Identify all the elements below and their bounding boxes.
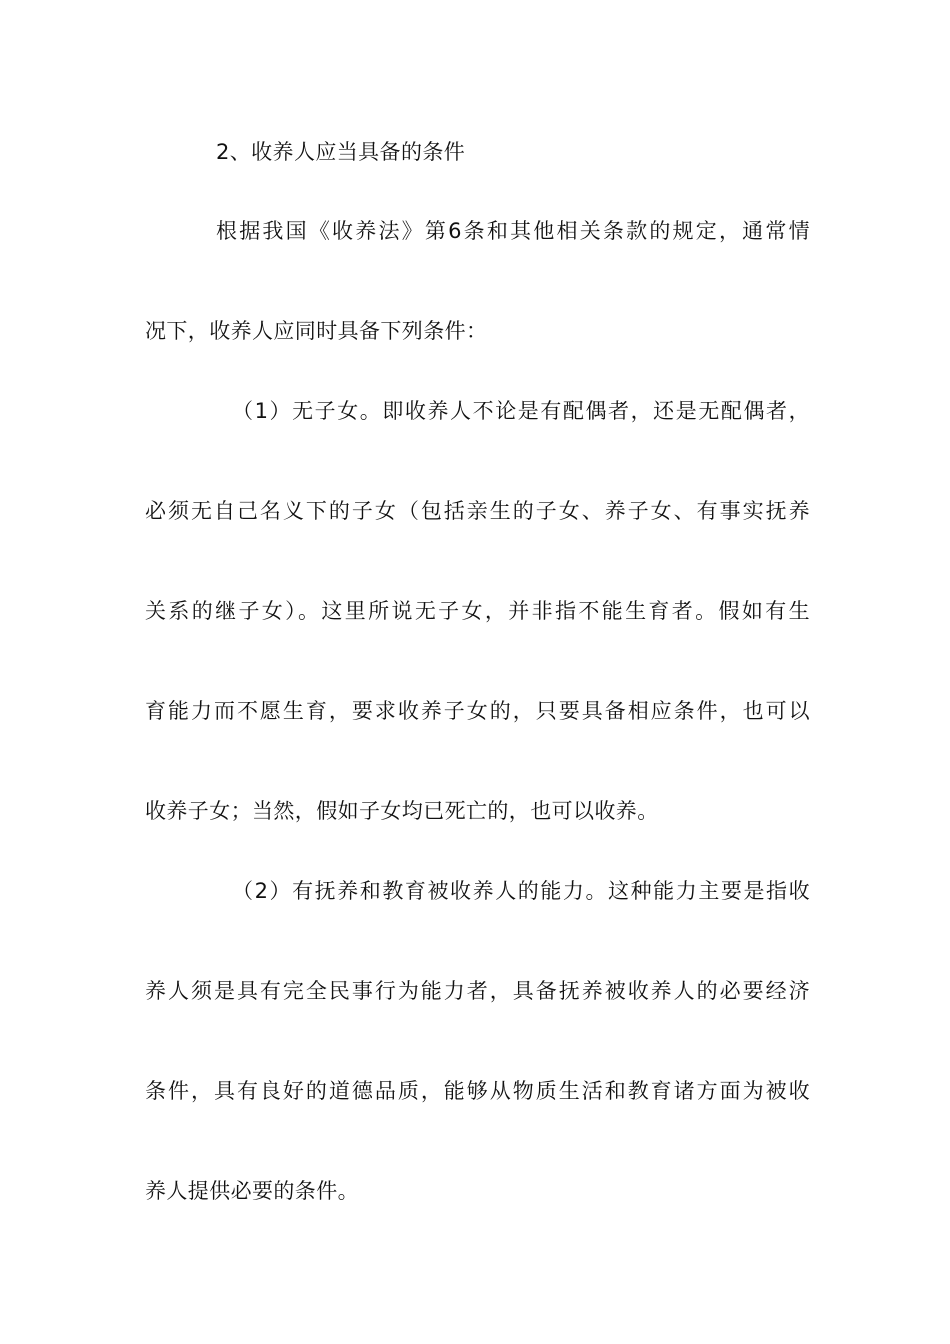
paragraph-line: 关系的继子女）。这里所说无子女，并非指不能生育者。假如有生 bbox=[145, 599, 810, 623]
paragraph-line: 养人须是具有完全民事行为能力者，具备抚养被收养人的必要经济 bbox=[145, 979, 810, 1003]
paragraph-line: 必须无自己名义下的子女（包括亲生的子女、养子女、有事实抚养 bbox=[145, 499, 810, 523]
paragraph-line: 养人提供必要的条件。 bbox=[145, 1179, 359, 1203]
paragraph-line: （2）有抚养和教育被收养人的能力。这种能力主要是指收 bbox=[232, 879, 810, 903]
paragraph-line: 况下，收养人应同时具备下列条件： bbox=[145, 319, 488, 343]
paragraph-line: （1）无子女。即收养人不论是有配偶者，还是无配偶者， bbox=[232, 399, 810, 423]
paragraph-line: 育能力而不愿生育，要求收养子女的，只要具备相应条件，也可以 bbox=[145, 699, 810, 723]
paragraph-line: 根据我国《收养法》第6条和其他相关条款的规定，通常情 bbox=[216, 219, 810, 243]
section-heading: 2、收养人应当具备的条件 bbox=[216, 140, 466, 164]
paragraph-line: 条件，具有良好的道德品质，能够从物质生活和教育诸方面为被收 bbox=[145, 1079, 810, 1103]
paragraph-line: 收养子女；当然，假如子女均已死亡的，也可以收养。 bbox=[145, 799, 659, 823]
